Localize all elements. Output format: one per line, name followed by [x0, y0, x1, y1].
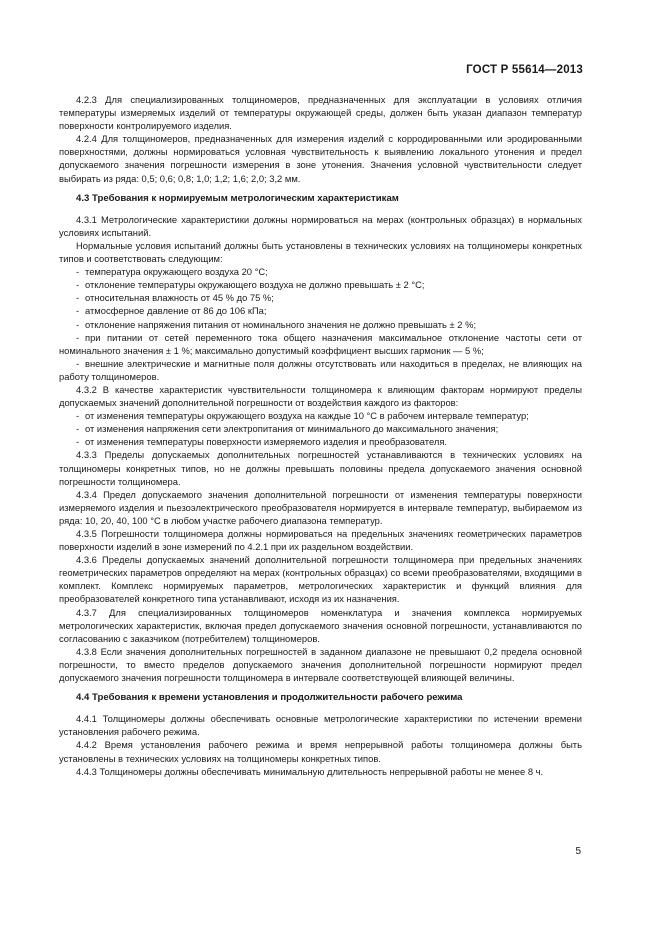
normal-conditions-list — [59, 265, 582, 383]
list-item: - от изменения температуры поверхности измеряемого изделия и преобразователя. — [76, 436, 448, 448]
clause-4-3-3: 4.3.3 Пределы допускаемых дополнительных погрешностей устанавливаются в технических условиях на толщиномеры конкретных типов, но не должны превышать половины предела допускаемого значения основной погрешности толщиномера. — [59, 449, 582, 487]
list-item: - от изменения напряжения сети электропитания от минимального до максимального значения; — [76, 423, 499, 435]
list-item: - при питании от сетей переменного тока общего назначения максимальное отклонение частоты сети от номинального значения ± 1 %; максимально допустимый коэффициент высших гармоник — 5 %; — [59, 331, 582, 356]
influence-factors-list — [59, 409, 582, 448]
clause-4-3-6: 4.3.6 Пределы допускаемых значений дополнительной погрешности толщиномера при предельных значениях геометрических параметров определяют на мерах (контрольных образцах) со всеми преобразователями, входящими в комплект. Комплекс нормируемых параметров, метрологических характеристик и функций влияния для преобразователей конкретного типа устанавливают, исходя из их назначения. — [59, 554, 582, 605]
list-item: - температура окружающего воздуха 20 °С; — [76, 266, 268, 278]
clause-4-3-2: 4.3.2 В качестве характеристик чувствительности толщиномера к влияющим факторам нормируют пределы допускаемых значений дополнительной погрешности от воздействия каждого из факторов: — [59, 383, 582, 409]
list-item: - от изменения температуры окружающего воздуха на каждые 10 °С в рабочем интервале температур; — [76, 410, 529, 422]
clause-4-2-4: 4.2.4 Для толщиномеров, предназначенных для измерения изделий с корродированными или эродированными поверхностями, должны нормироваться условная чувствительность к выявлению локального утонения и предел допускаемого значения погрешности измерения в зоне утонения. Значения условной чувствительности следует выбирать из ряда: 0,5; 0,6; 0,8; 1,0; 1,2; 1,6; 2,0; 3,2 мм. — [59, 133, 582, 184]
clause-4-3-4: 4.3.4 Предел допускаемого значения дополнительной погрешности от изменения температуры поверхности измеряемого изделия и пьезоэлектрического преобразователя нормируется в интервале температур, выбираемом из ряда: 10, 20, 40, 100 °С в любом участке рабочего диапазона температур. — [59, 488, 582, 526]
list-item: - отклонение напряжения питания от номинального значения не должно превышать ± 2 %; — [76, 318, 477, 330]
clause-4-4-1: 4.4.1 Толщиномеры должны обеспечивать основные метрологические характеристики по истечении времени установления рабочего режима. — [59, 713, 582, 738]
clause-4-4-3: 4.4.3 Толщиномеры должны обеспечивать минимальную длительность непрерывной работы не менее 8 ч. — [76, 765, 544, 777]
list-item: - относительная влажность от 45 % до 75 %; — [76, 292, 274, 304]
standard-number: ГОСТ Р 55614—2013 — [466, 64, 583, 76]
document-body — [59, 93, 582, 778]
section-heading-4-4: 4.4 Требования к времени установления и продолжительности рабочего режима — [76, 692, 463, 704]
clause-4-3-5: 4.3.5 Погрешности толщиномера должны нормироваться на предельных значениях геометрических параметров поверхности изделий в зоне измерений по 4.2.1 при их раздельном воздействии. — [59, 528, 582, 553]
list-item: - внешние электрические и магнитные поля должны отсутствовать или находиться в пределах, не влияющих на работу толщиномеров. — [59, 357, 582, 382]
clause-4-3-1-conditions: Нормальные условия испытаний должны быть установлены в технических условиях на толщиномеры конкретных типов и соответствовать следующим: — [59, 239, 582, 265]
clause-4-3-1: 4.3.1 Метрологические характеристики должны нормироваться на мерах (контрольных образцах) в нормальных условиях испытаний. — [59, 213, 582, 238]
clause-4-4-2: 4.4.2 Время установления рабочего режима и время непрерывной работы толщиномера должны быть установлены в технических условиях на толщиномеры конкретных типов. — [59, 739, 582, 764]
list-item: - отклонение температуры окружающего воздуха не должно превышать ± 2 °С; — [76, 279, 425, 291]
clause-4-3-8: 4.3.8 Если значения дополнительных погрешностей в заданном диапазоне не превышают 0,2 предела основной погрешности, то вместо пределов допускаемого значения дополнительной погрешности нормируют предел допускаемого значения погрешности толщиномера в интервале соответствующей влияющей величины. — [59, 645, 582, 684]
page-number: 5 — [575, 846, 581, 857]
clause-4-2-3: 4.2.3 Для специализированных толщиномеров, предназначенных для эксплуатации в условиях отличия температуры измеряемых изделий от температуры окружающей среды, должен быть указан диапазон температур поверхности контролируемого изделия. — [59, 94, 582, 132]
list-item: - атмосферное давление от 86 до 106 кПа; — [76, 305, 267, 317]
clause-4-3-7: 4.3.7 Для специализированных толщиномеров номенклатура и значения комплекса нормируемых метрологических характеристик, включая предел допускаемого значения основной погрешности, устанавливаются по согласованию с заказчиком (потребителем) толщиномеров. — [59, 606, 582, 644]
section-heading-4-3: 4.3 Требования к нормируемым метрологическим характеристикам — [76, 192, 399, 204]
